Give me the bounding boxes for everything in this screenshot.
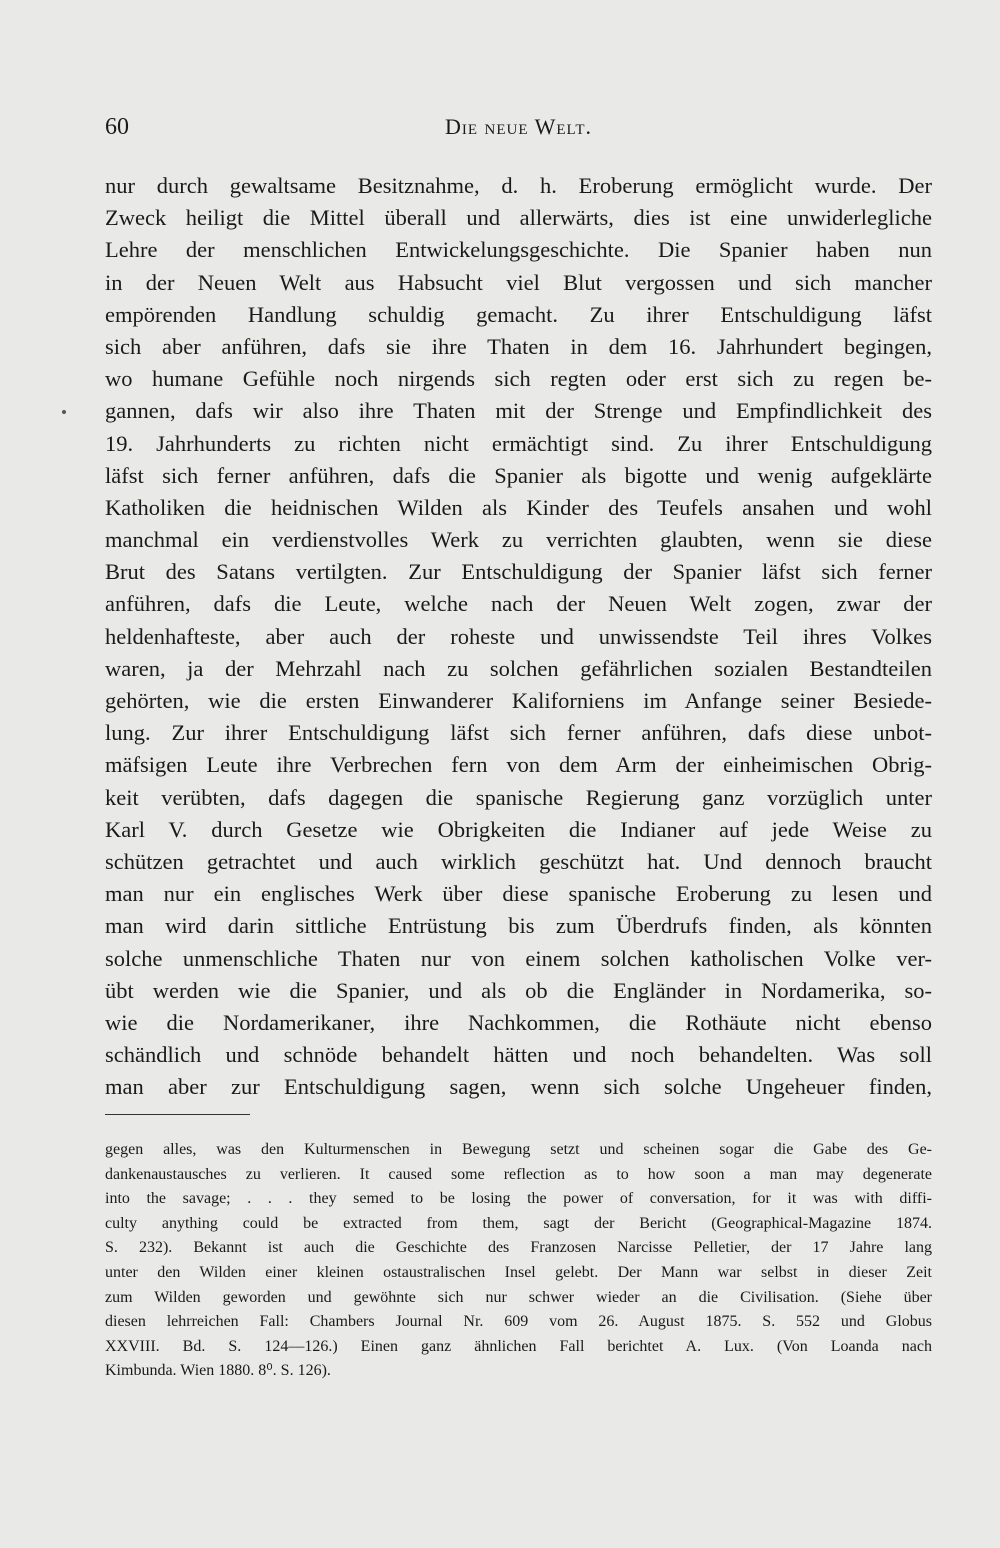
body-line: übt werden wie die Spanier, und als ob die Engländer in Nordamerika, so- — [105, 977, 932, 1003]
footnote-line: diesen lehrreichen Fall: Chambers Journal Nr. 609 vom 26. August 1875. S. 552 und Globus — [105, 1313, 932, 1331]
footnote-line: unter den Wilden einer kleinen ostaustralischen Insel gelebt. Der Mann war selbst in dieser Zeit — [105, 1263, 932, 1281]
margin-mark — [62, 410, 66, 414]
body-line: anführen, dafs die Leute, welche nach der Neuen Welt zogen, zwar der — [105, 591, 932, 617]
body-line: lung. Zur ihrer Entschuldigung läfst sich ferner anführen, dafs diese unbot- — [105, 720, 932, 746]
body-line: empörenden Handlung schuldig gemacht. Zu ihrer Entschuldigung läfst — [105, 301, 932, 327]
body-text — [105, 170, 932, 1103]
footnote-line: S. 232). Bekannt ist auch die Geschichte des Franzosen Narcisse Pelletier, der 17 Jahre lang — [105, 1239, 932, 1257]
footnote-line: Kimbunda. Wien 1880. 8⁰. S. 126). — [105, 1362, 331, 1380]
body-line: schützen getrachtet und auch wirklich geschützt hat. Und dennoch braucht — [105, 848, 932, 874]
page-number: 60 — [105, 114, 129, 140]
footnote-line: gegen alles, was den Kulturmenschen in Bewegung setzt und scheinen sogar die Gabe des Ge- — [105, 1141, 932, 1158]
body-line: schändlich und schnöde behandelt hätten und noch behandelten. Was soll — [105, 1042, 932, 1068]
body-line: mäfsigen Leute ihre Verbrechen fern von dem Arm der einheimischen Obrig- — [105, 752, 932, 778]
body-line: Brut des Satans vertilgten. Zur Entschuldigung der Spanier läfst sich ferner — [105, 559, 932, 585]
body-line: keit verübten, dafs dagegen die spanische Regierung ganz vorzüglich unter — [105, 784, 932, 810]
body-line: man wird darin sittliche Entrüstung bis zum Überdrufs finden, als könnten — [105, 913, 932, 939]
body-line: heldenhafteste, aber auch der roheste und unwissendste Teil ihres Volkes — [105, 623, 932, 649]
body-line: Katholiken die heidnischen Wilden als Kinder des Teufels ansahen und wohl — [105, 494, 932, 520]
footnote-line: culty anything could be extracted from them, sagt der Bericht (Geographical-Magazine 1874. — [105, 1214, 932, 1232]
body-line: wo humane Gefühle noch nirgends sich regten oder erst sich zu regen be- — [105, 366, 932, 392]
body-line: waren, ja der Mehrzahl nach zu solchen gefährlichen sozialen Bestandteilen — [105, 655, 932, 681]
body-line: 19. Jahrhunderts zu richten nicht ermächtigt sind. Zu ihrer Entschuldigung — [105, 430, 932, 456]
body-line: gannen, dafs wir also ihre Thaten mit der Strenge und Empfindlichkeit des — [105, 398, 932, 424]
footnote-line: zum Wilden geworden und gewöhnte sich nur schwer wieder an die Civilisation. (Siehe über — [105, 1288, 932, 1306]
footnote-line: dankenaustausches zu verlieren. It caused some reflection as to how soon a man may degenerate — [105, 1165, 932, 1183]
footnote-line: XXVIII. Bd. S. 124—126.) Einen ganz ähnlichen Fall berichtet A. Lux. (Von Loanda nach — [105, 1337, 932, 1355]
body-line: in der Neuen Welt aus Habsucht viel Blut vergossen und sich mancher — [105, 269, 932, 295]
body-line: nur durch gewaltsame Besitznahme, d. h. Eroberung ermöglicht wurde. Der — [105, 173, 932, 198]
footnote-line: into the savage; . . . they semed to be losing the power of conversation, for it was with diffi- — [105, 1190, 932, 1208]
body-line: gehörten, wie die ersten Einwanderer Kaliforniens im Anfange seiner Besiede- — [105, 688, 932, 713]
footnote — [105, 1138, 932, 1384]
body-line: läfst sich ferner anführen, dafs die Spanier als bigotte und wenig aufgeklärte — [105, 462, 932, 488]
body-line: man aber zur Entschuldigung sagen, wenn sich solche Ungeheuer finden, — [105, 1074, 932, 1100]
footnote-rule — [105, 1114, 250, 1115]
body-line: solche unmenschliche Thaten nur von einem solchen katholischen Volke ver- — [105, 945, 932, 971]
body-line: Zweck heiligt die Mittel überall und allerwärts, dies ist eine unwiderlegliche — [105, 205, 932, 231]
body-line: sich aber anführen, dafs sie ihre Thaten in dem 16. Jahrhundert begingen, — [105, 333, 932, 359]
body-line: wie die Nordamerikaner, ihre Nachkommen, die Rothäute nicht ebenso — [105, 1009, 932, 1035]
page-header — [105, 114, 932, 150]
running-title: Die neue Welt. — [444, 114, 592, 139]
body-line: Karl V. durch Gesetze wie Obrigkeiten die Indianer auf jede Weise zu — [105, 816, 932, 842]
body-line: man nur ein englisches Werk über diese spanische Eroberung zu lesen und — [105, 881, 932, 907]
body-line: Lehre der menschlichen Entwickelungsgeschichte. Die Spanier haben nun — [105, 237, 932, 263]
body-line: manchmal ein verdienstvolles Werk zu verrichten glaubten, wenn sie diese — [105, 527, 932, 553]
